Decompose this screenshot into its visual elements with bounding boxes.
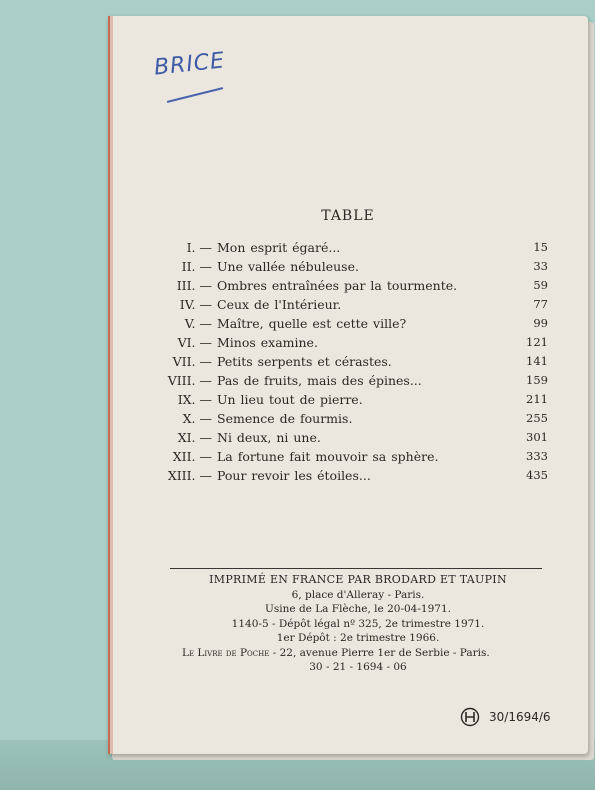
printer-imprint [178,573,538,675]
toc-chapter-title: Ombres entraînées par la tourmente. [217,278,458,293]
toc-chapter-title: Pas de fruits, mais des épines... [217,373,422,388]
toc-chapter-number: II. — [181,259,212,274]
toc-entry [164,428,548,447]
toc-chapter-number: I. — [186,240,212,255]
toc-entry [164,238,548,257]
toc-chapter-number: XI. — [177,430,212,445]
toc-chapter-title: Mon esprit égaré... [217,240,341,255]
toc-page-number: 33 [533,259,548,273]
toc-chapter-title: Minos examine. [217,335,318,350]
toc-page-number: 255 [526,411,548,425]
toc-entry [164,409,548,428]
toc-page-number: 141 [526,354,548,368]
book-page [108,16,588,754]
catalog-code-text: 30/1694/6 [489,710,551,724]
handwritten-name: BRICE [152,48,227,81]
toc-entry [164,352,548,371]
toc-entry [164,447,548,466]
toc-chapter-title: Un lieu tout de pierre. [217,392,363,407]
toc-page-number: 15 [533,240,548,254]
toc-chapter-number: X. — [182,411,212,426]
toc-page-number: 211 [526,392,548,406]
publisher-logo-icon [460,707,480,727]
toc-entry [164,390,548,409]
toc-entry [164,276,548,295]
toc-chapter-title: Maître, quelle est cette ville? [217,316,407,331]
toc-chapter-title: Petits serpents et cérastes. [217,354,392,369]
toc-entry [164,257,548,276]
toc-entry [164,371,548,390]
toc-page-number: 121 [526,335,548,349]
toc-chapter-number: III. — [176,278,212,293]
toc-page-number: 435 [526,468,548,482]
toc-page-number: 333 [526,449,548,463]
toc-chapter-title: Ni deux, ni une. [217,430,321,445]
toc-page-number: 59 [533,278,548,292]
toc-chapter-number: XIII. — [167,468,212,483]
toc-chapter-title: Semence de fourmis. [217,411,353,426]
toc-page-number: 77 [533,297,548,311]
toc-chapter-number: IX. — [177,392,212,407]
toc-entry [164,333,548,352]
toc-chapter-number: IV. — [179,297,212,312]
toc-chapter-number: V. — [184,316,212,331]
toc-entry [164,314,548,333]
publisher-name: Le Livre de Poche [182,646,270,659]
imprint-first-deposit: 1er Dépôt : 2e trimestre 1966. [276,632,440,644]
toc-page-number: 301 [526,430,548,444]
toc-page-number: 99 [533,316,548,330]
imprint-factory-date: Usine de La Flèche, le 20-04-1971. [265,603,451,615]
handwritten-underline [167,87,224,103]
imprint-divider [170,568,542,569]
publisher-address: - 22, avenue Pierre 1er de Serbie - Paris. [269,646,490,659]
toc-chapter-title: Ceux de l'Intérieur. [217,297,342,312]
toc-entry [164,466,548,485]
imprint-printer: IMPRIMÉ EN FRANCE PAR BRODARD ET TAUPIN [209,573,507,586]
toc-chapter-title: Pour revoir les étoiles... [217,468,371,483]
imprint-publisher [178,646,538,661]
toc-page-number: 159 [526,373,548,387]
imprint-legal-deposit: 1140-5 - Dépôt légal nº 325, 2e trimestre 1971. [231,617,485,630]
table-of-contents [164,238,548,485]
toc-chapter-title: Une vallée nébuleuse. [217,259,359,274]
toc-chapter-number: VIII. — [167,373,212,388]
imprint-address: 6, place d'Alleray - Paris. [291,588,425,601]
toc-entry [164,295,548,314]
toc-chapter-title: La fortune fait mouvoir sa sphère. [217,449,439,464]
imprint-number: 30 - 21 - 1694 - 06 [309,661,407,673]
toc-title: TABLE [321,208,375,224]
page-red-edge [108,16,117,754]
toc-chapter-number: VI. — [177,335,212,350]
toc-chapter-number: XII. — [172,449,212,464]
toc-chapter-number: VII. — [172,354,212,369]
